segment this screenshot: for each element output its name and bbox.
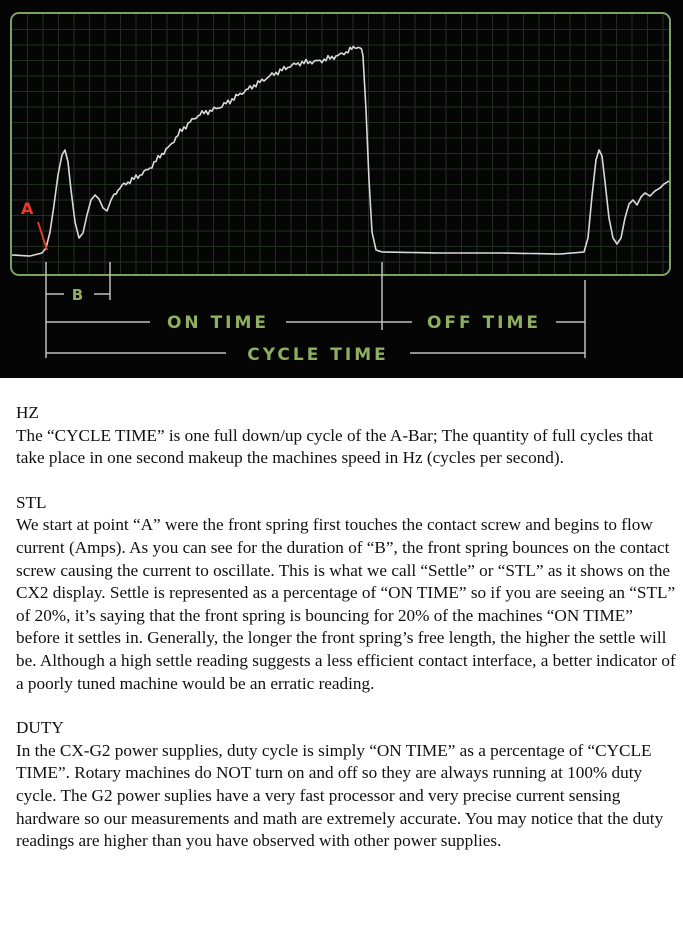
off-time-label: OFF TIME: [426, 313, 542, 333]
section-body-stl: We start at point “A” were the front spring first touches the contact screw and begins to flow current (Amps). As you can see for the duration of “B”, the front spring bounces on the contact screw causing the current to oscillate. This is what we call “Settle” or “STL” as it shows on the CX2 display. Settle is represented as a percentage of “ON TIME” so if you are seeing an “STL” of 20%, it’s saying that the front spring is bouncing for 20% of the machines “ON TIME” before it settles in. Generally, the longer the front spring’s free length, the higher the settle will be. Although a high settle reading suggests a less efficient contact interface, a better indicator of a poorly tuned machine would be an erratic reading.: [16, 515, 676, 693]
on-time-label: ON TIME: [166, 313, 270, 333]
point-a-label: A: [21, 199, 37, 218]
oscilloscope-diagram: [0, 0, 683, 378]
article-text: [16, 402, 676, 875]
section-heading-duty: DUTY: [16, 718, 64, 738]
section-stl: [16, 492, 676, 695]
cycle-time-label: CYCLE TIME: [247, 345, 389, 365]
section-body-duty: In the CX-G2 power supplies, duty cycle is simply “ON TIME” as a percentage of “CYCLE TIME”. Rotary machines do NOT turn on and off so they are always running at 100% duty cycle. The G2 power suplies have a very fast processor and very precise current sensing hardware so our measurements and math are extremely accurate. You may notice that the duty readings are higher than you have observed with other power supplies.: [16, 740, 664, 851]
section-heading-stl: STL: [16, 492, 47, 512]
oscilloscope-figure: [0, 0, 683, 378]
section-duty: [16, 717, 676, 853]
section-body-hz: The “CYCLE TIME” is one full down/up cycle of the A-Bar; The quantity of full cycles that take place in one second makeup the machines speed in Hz (cycles per second).: [16, 425, 654, 468]
section-heading-hz: HZ: [16, 403, 39, 422]
b-duration-label: B: [71, 286, 87, 304]
section-hz: [16, 402, 676, 470]
